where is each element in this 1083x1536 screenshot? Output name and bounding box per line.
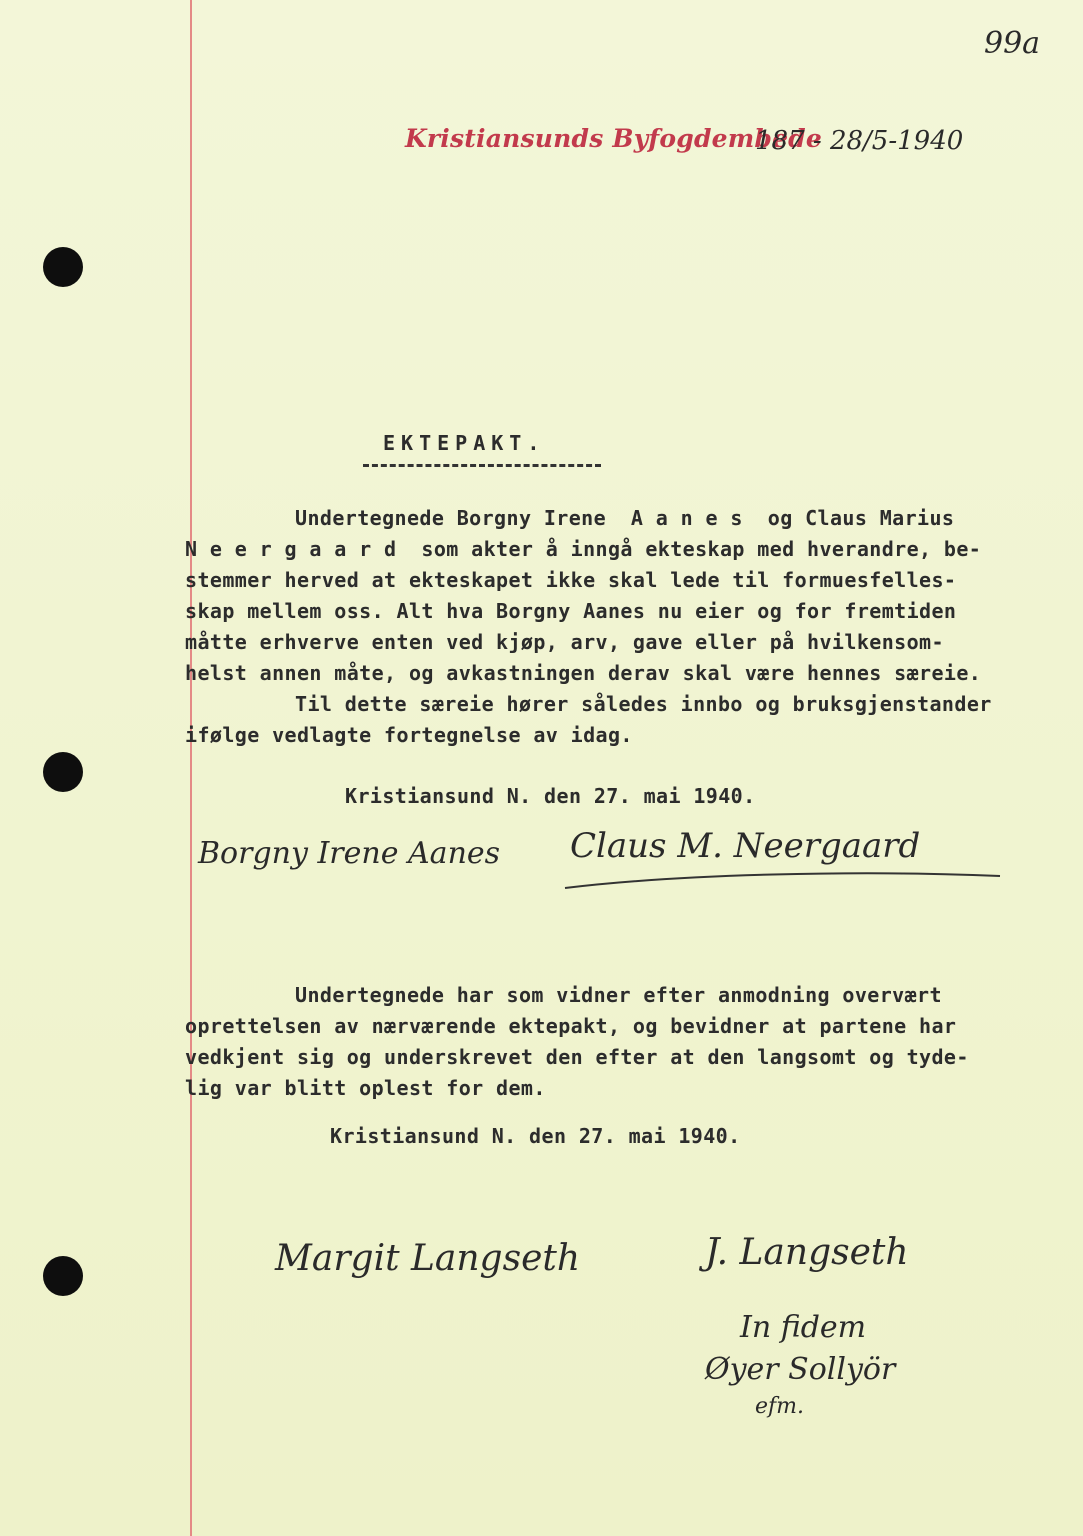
- signature-flourish: [560, 866, 1010, 896]
- text-line: lig var blitt oplest for dem.: [185, 1076, 546, 1100]
- reference-number: 187 - 28/5-1940: [755, 126, 964, 156]
- document-title: EKTEPAKT.: [383, 431, 546, 455]
- paragraph-witnesses: [185, 980, 1035, 1104]
- attestation-note: In fidem: [740, 1310, 867, 1345]
- text-line: Undertegnede Borgny Irene A a n e s og Claus Marius: [295, 506, 955, 530]
- signature-bride: Borgny Irene Aanes: [198, 836, 501, 871]
- punch-hole-top: [43, 247, 83, 287]
- margin-rule: [190, 0, 192, 1536]
- text-line: måtte erhverve enten ved kjøp, arv, gave eller på hvilkensom-: [185, 630, 944, 654]
- signature-witness-2: J. Langseth: [705, 1232, 909, 1273]
- attestation-suffix: efm.: [755, 1394, 805, 1419]
- text-line: Undertegnede har som vidner efter anmodning overvært: [295, 983, 942, 1007]
- text-line: helst annen måte, og avkastningen derav skal være hennes særeie.: [185, 661, 982, 685]
- title-underline: [363, 464, 601, 467]
- signature-witness-1: Margit Langseth: [275, 1238, 581, 1279]
- text-line: vedkjent sig og underskrevet den efter at den langsomt og tyde-: [185, 1045, 969, 1069]
- text-line: oprettelsen av nærværende ektepakt, og bevidner at partene har: [185, 1014, 957, 1038]
- attestation-signature: Øyer Sollyör: [705, 1352, 896, 1387]
- signature-groom: Claus M. Neergaard: [570, 826, 921, 866]
- paragraph-agreement: [185, 503, 1035, 751]
- punch-hole-bottom: [43, 1256, 83, 1296]
- text-line: skap mellem oss. Alt hva Borgny Aanes nu eier og for fremtiden: [185, 599, 957, 623]
- text-line: Til dette særeie hører således innbo og bruksgjenstander: [295, 692, 992, 716]
- office-stamp: Kristiansunds Byfogdembede: [405, 124, 822, 153]
- text-line: N e e r g a a r d som akter å inngå ekteskap med hverandre, be-: [185, 537, 982, 561]
- date-line-1: Kristiansund N. den 27. mai 1940.: [345, 784, 756, 808]
- text-line: stemmer herved at ekteskapet ikke skal lede til formuesfelles-: [185, 568, 957, 592]
- date-line-2: Kristiansund N. den 27. mai 1940.: [330, 1124, 741, 1148]
- text-line: ifølge vedlagte fortegnelse av idag.: [185, 723, 633, 747]
- punch-hole-middle: [43, 752, 83, 792]
- page-number: 99a: [984, 26, 1041, 61]
